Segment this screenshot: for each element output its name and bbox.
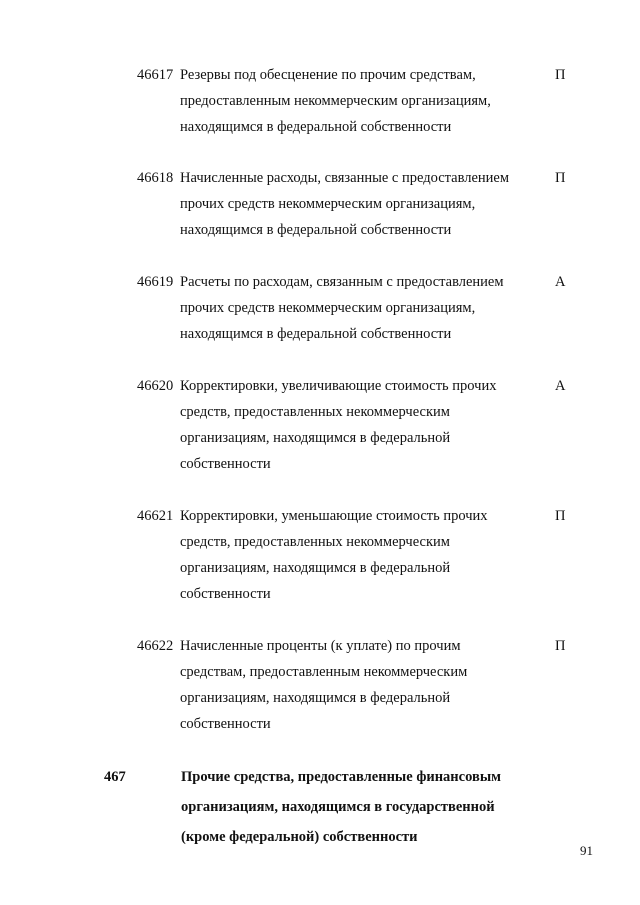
account-type: П (555, 170, 566, 186)
page-number: 91 (580, 843, 593, 858)
description-line: Расчеты по расходам, связанным с предоставлением (180, 274, 504, 290)
description-line: организациям, находящимся в федеральной (180, 560, 451, 576)
account-code: 46619 (137, 274, 174, 290)
description-line: Начисленные проценты (к уплате) по прочим (180, 638, 461, 654)
account-type: А (555, 274, 566, 290)
account-description (180, 165, 509, 243)
account-code: 46618 (137, 170, 174, 186)
account-type: П (555, 67, 566, 83)
section-title (181, 762, 501, 852)
account-type: П (555, 508, 566, 524)
description-line: собственности (180, 716, 271, 732)
description-line: средств, предоставленных некоммерческим (180, 534, 450, 550)
description-line: прочих средств некоммерческим организациям, (180, 196, 476, 212)
account-description (180, 373, 496, 477)
account-code: 46622 (137, 638, 174, 654)
account-code: 46621 (137, 508, 174, 524)
description-line: средств, предоставленных некоммерческим (180, 404, 450, 420)
description-line: Резервы под обесценение по прочим средствам, (180, 67, 476, 83)
account-type: П (555, 638, 566, 654)
description-line: прочих средств некоммерческим организациям, (180, 300, 476, 316)
description-line: собственности (180, 456, 271, 472)
description-line: Корректировки, увеличивающие стоимость прочих (180, 378, 497, 394)
account-description (180, 269, 504, 347)
section-code: 467 (104, 769, 126, 785)
description-line: находящимся в федеральной собственности (180, 326, 452, 342)
section-title-line: Прочие средства, предоставленные финансовым (181, 769, 502, 785)
account-description (180, 503, 488, 607)
description-line: организациям, находящимся в федеральной (180, 430, 451, 446)
section-title-line: организациям, находящимся в государственной (181, 799, 495, 815)
description-line: средствам, предоставленным некоммерческим (180, 664, 468, 680)
account-code: 46617 (137, 67, 174, 83)
description-line: Корректировки, уменьшающие стоимость прочих (180, 508, 488, 524)
description-line: предоставленным некоммерческим организациям, (180, 93, 491, 109)
description-line: собственности (180, 586, 271, 602)
account-type: А (555, 378, 566, 394)
description-line: находящимся в федеральной собственности (180, 119, 452, 135)
account-description (180, 62, 491, 140)
description-line: находящимся в федеральной собственности (180, 222, 452, 238)
description-line: организациям, находящимся в федеральной (180, 690, 451, 706)
account-code: 46620 (137, 378, 174, 394)
description-line: Начисленные расходы, связанные с предоставлением (180, 170, 510, 186)
section-title-line: (кроме федеральной) собственности (181, 829, 418, 845)
account-description (180, 633, 467, 737)
